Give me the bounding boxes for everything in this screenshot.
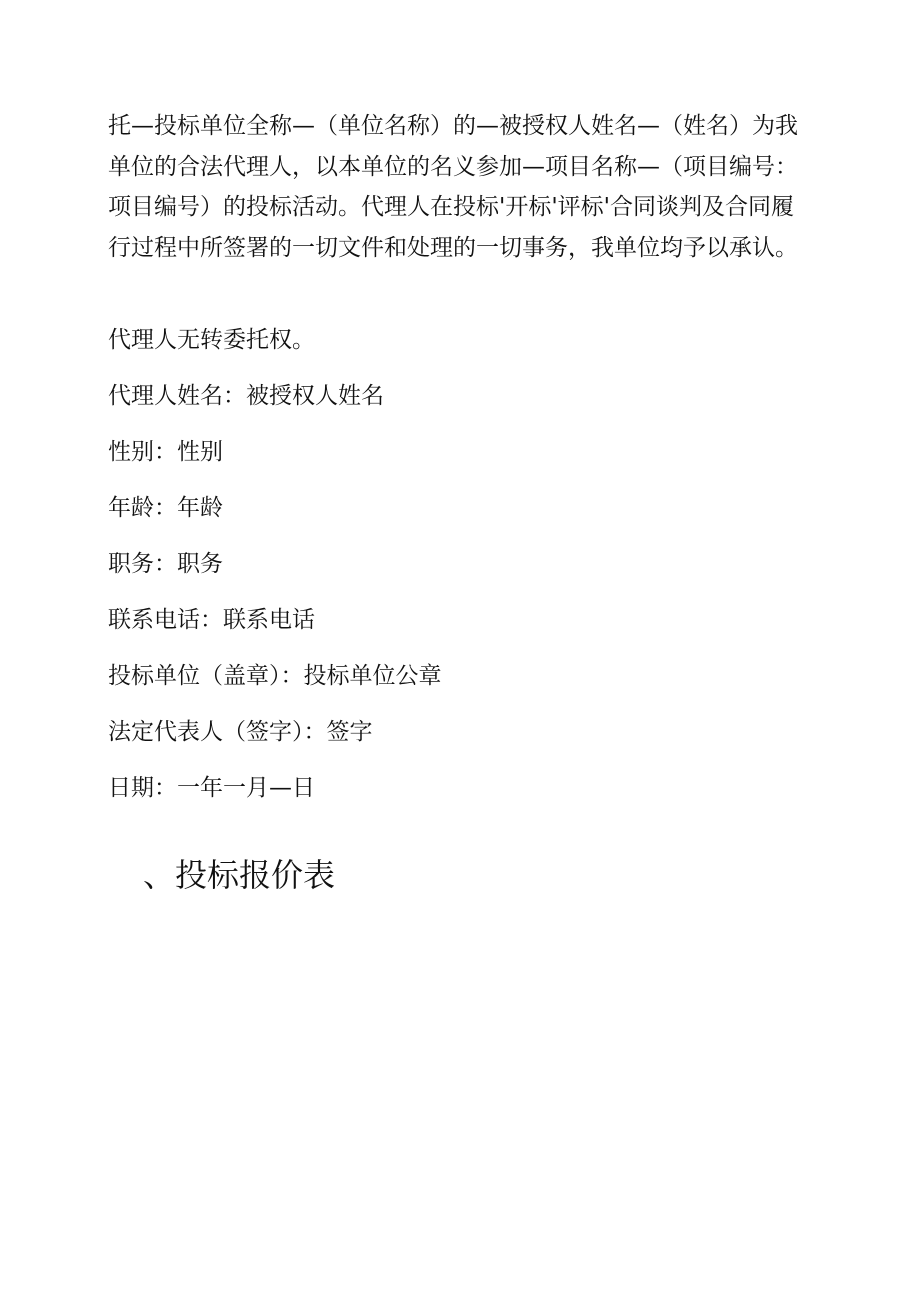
- gender-field: 性别：性别: [108, 439, 223, 465]
- bidder-seal-field: 投标单位（盖章）：投标单位公章: [108, 663, 442, 689]
- age-field: 年龄：年龄: [108, 495, 223, 521]
- no-transfer-statement: 代理人无转委托权。: [108, 327, 315, 353]
- phone-field: 联系电话：联系电话: [108, 607, 315, 633]
- date-field: 日期：一年一月—日: [108, 775, 315, 801]
- position-field: 职务：职务: [108, 551, 223, 577]
- section-heading: 、投标报价表: [143, 856, 336, 894]
- agent-name-field: 代理人姓名：被授权人姓名: [108, 383, 384, 409]
- authorization-paragraph: 托—投标单位全称—（单位名称）的—被授权人姓名—（姓名）为我单位的合法代理人，以本单位的名义参加—项目名称—（项目编号：项目编号）的投标活动。代理人在投标'开标'评标'合同谈判及合同履行过程中所签署的一切文件和处理的一切事务，我单位均予以承认。: [108, 113, 798, 261]
- legal-representative-field: 法定代表人（签字）：签字: [108, 719, 373, 745]
